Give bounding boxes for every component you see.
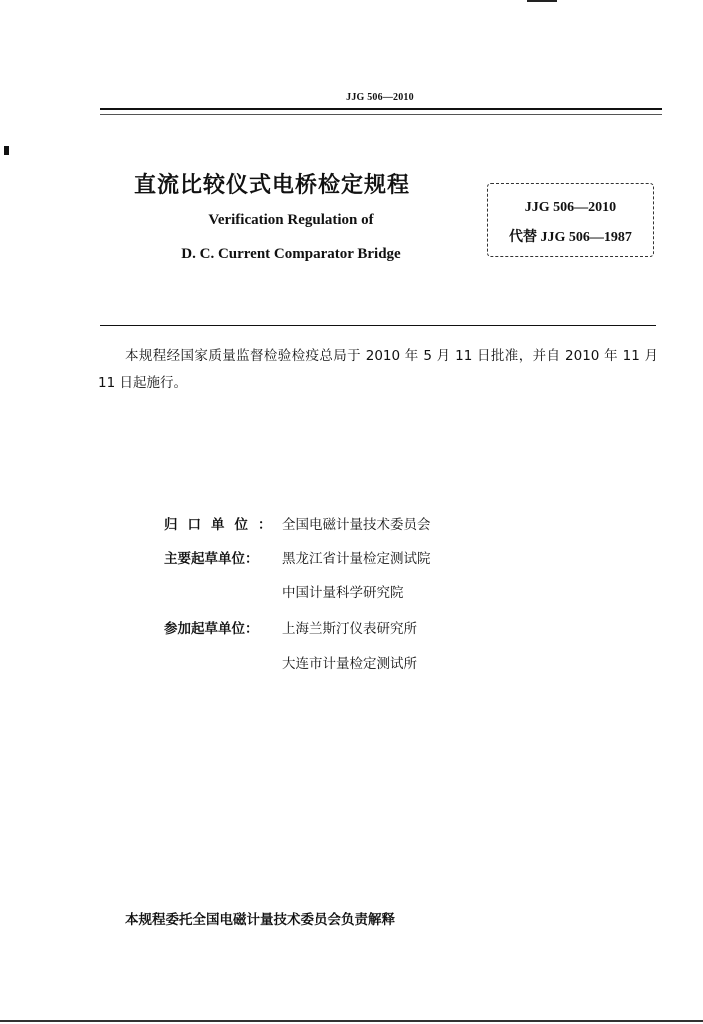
main-drafting-unit-row — [164, 547, 431, 567]
main-drafting-unit-value-2: 中国计量科学研究院 — [282, 585, 404, 601]
title-english-line-1: Verification Regulation of — [208, 212, 374, 228]
participating-unit-label: 参加起草单位： — [164, 621, 259, 637]
title-english-line-2: D. C. Current Comparator Bridge — [181, 246, 401, 262]
participating-unit-value-2: 大连市计量检定测试所 — [282, 656, 417, 672]
approval-statement: 本规程经国家质量监督检验检疫总局于 2010 年 5 月 11 日批准，并自 2010 年 11 月 11 日起施行。 — [98, 348, 658, 391]
title-chinese: 直流比较仪式电桥检定规程 — [134, 173, 411, 198]
main-drafting-unit-value-1: 黑龙江省计量检定测试院 — [282, 551, 431, 567]
participating-unit-value-1: 上海兰斯汀仪表研究所 — [282, 621, 417, 637]
header-rule-thick — [100, 108, 662, 110]
header-rule-thin — [100, 114, 662, 115]
main-drafting-unit-row-2 — [164, 581, 404, 601]
scan-artifact-left — [4, 146, 9, 155]
participating-unit-row — [164, 617, 417, 637]
regulation-code: JJG 506—2010 — [524, 200, 617, 215]
participating-unit-row-2 — [164, 652, 417, 672]
main-drafting-unit-label: 主要起草单位： — [164, 551, 259, 567]
scan-artifact-top — [527, 0, 557, 2]
responsible-unit-row — [164, 513, 431, 533]
responsible-unit-value: 全国电磁计量技术委员会 — [282, 517, 431, 533]
running-header-code: JJG 506—2010 — [346, 92, 414, 103]
scan-artifact-bottom — [0, 1020, 703, 1022]
interpretation-note: 本规程委托全国电磁计量技术委员会负责解释 — [125, 912, 395, 928]
regulation-code-box — [487, 183, 654, 257]
section-divider — [100, 325, 656, 326]
replaced-regulation-code: 代替 JJG 506—1987 — [509, 230, 632, 245]
responsible-unit-label: 归口单位： — [164, 517, 282, 533]
